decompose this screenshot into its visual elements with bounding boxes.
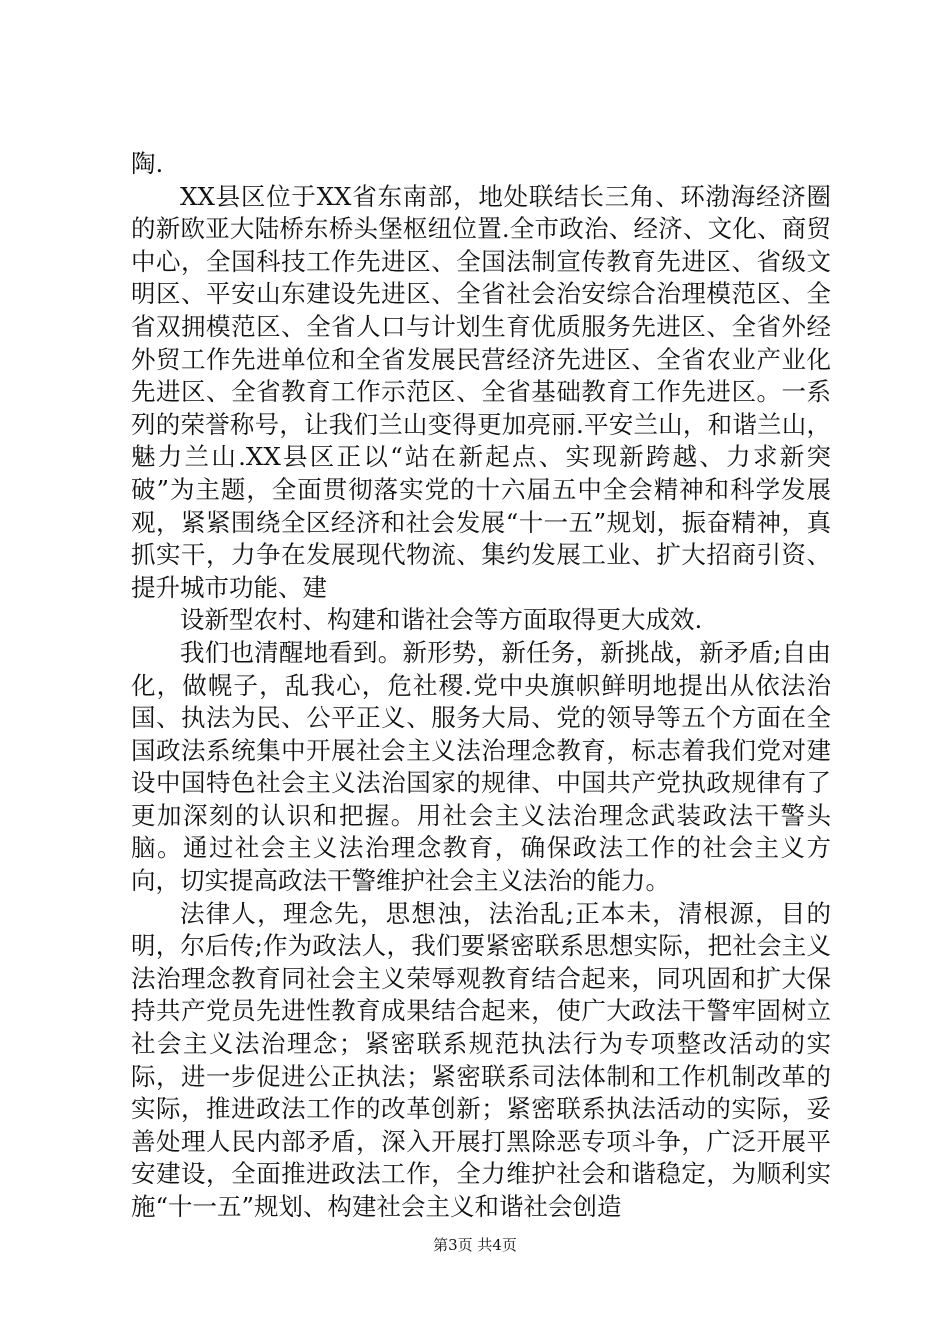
paragraph-rule-of-law: 法律人，理念先，思想浊，法治乱;正本未，清根源，目的明，尔后传;作为政法人，我们要紧密联系思想实际，把社会主义法治理念教育同社会主义荣辱观教育结合起来，同巩固和扩大保持共产党员先进性教育成果结合起来，使广大政法干警牢固树立社会主义法治理念；紧密联系规范执法行为专项整改活动的实际，进一步促进公正执法；紧密联系司法体制和工作机制改革的实际，推进政法工作的改革创新；紧密联系执法活动的实际，妥善处理人民内部矛盾，深入开展打黑除恶专项斗争，广泛开展平安建设，全面推进政法工作，全力维护社会和谐稳定，为顺利实施“十一五”规划、构建社会主义和谐社会创造 <box>131 898 831 1221</box>
page-number-label: 第3页 共4页 <box>433 1236 517 1254</box>
paragraph-new-countryside: 设新型农村、构建和谐社会等方面取得更大成效. <box>180 605 703 635</box>
paragraph-county-intro: XX县区位于XX省东南部，地处联结长三角、环渤海经济圈的新欧亚大陆桥东桥头堡枢纽位置.全市政治、经济、文化、商贸中心，全国科技工作先进区、全国法制宣传教育先进区、省级文明区、平安山东建设先进区、全省社会治安综合治理模范区、全省双拥模范区、全省人口与计划生育优质服务先进区、全省外经外贸工作先进单位和全省发展民营经济先进区、全省农业产业化先进区、全省教育工作示范区、全省基础教育工作先进区。一系列的荣誉称号，让我们兰山变得更加亮丽.平安兰山，和谐兰山，魅力兰山.XX县区正以“站在新起点、实现新跨越、力求新突破”为主题，全面贯彻落实党的十六届五中全会精神和科学发展观，紧紧围绕全区经济和社会发展“十一五”规划，振奋精神，真抓实干，力争在发展现代物流、集约发展工业、扩大招商引资、提升城市功能、建 <box>131 181 831 602</box>
paragraph-continuation: 陶. <box>131 149 164 178</box>
paragraph-new-situation: 我们也清醒地看到。新形势，新任务，新挑战，新矛盾;自由化，做幌子，乱我心，危社稷.党中央旗帜鲜明地提出从依法治国、执法为民、公平正义、服务大局、党的领导等五个方面在全国政法系统集中开展社会主义法治理念教育，标志着我们党对建设中国特色社会主义法治国家的规律、中国共产党执政规律有了更加深刻的认识和把握。用社会主义法治理念武装政法干警头脑。通过社会主义法治理念教育，确保政法工作的社会主义方向，切实提高政法干警维护社会主义法治的能力。 <box>131 637 831 896</box>
page-footer <box>0 1235 950 1255</box>
document-body <box>131 148 831 1224</box>
